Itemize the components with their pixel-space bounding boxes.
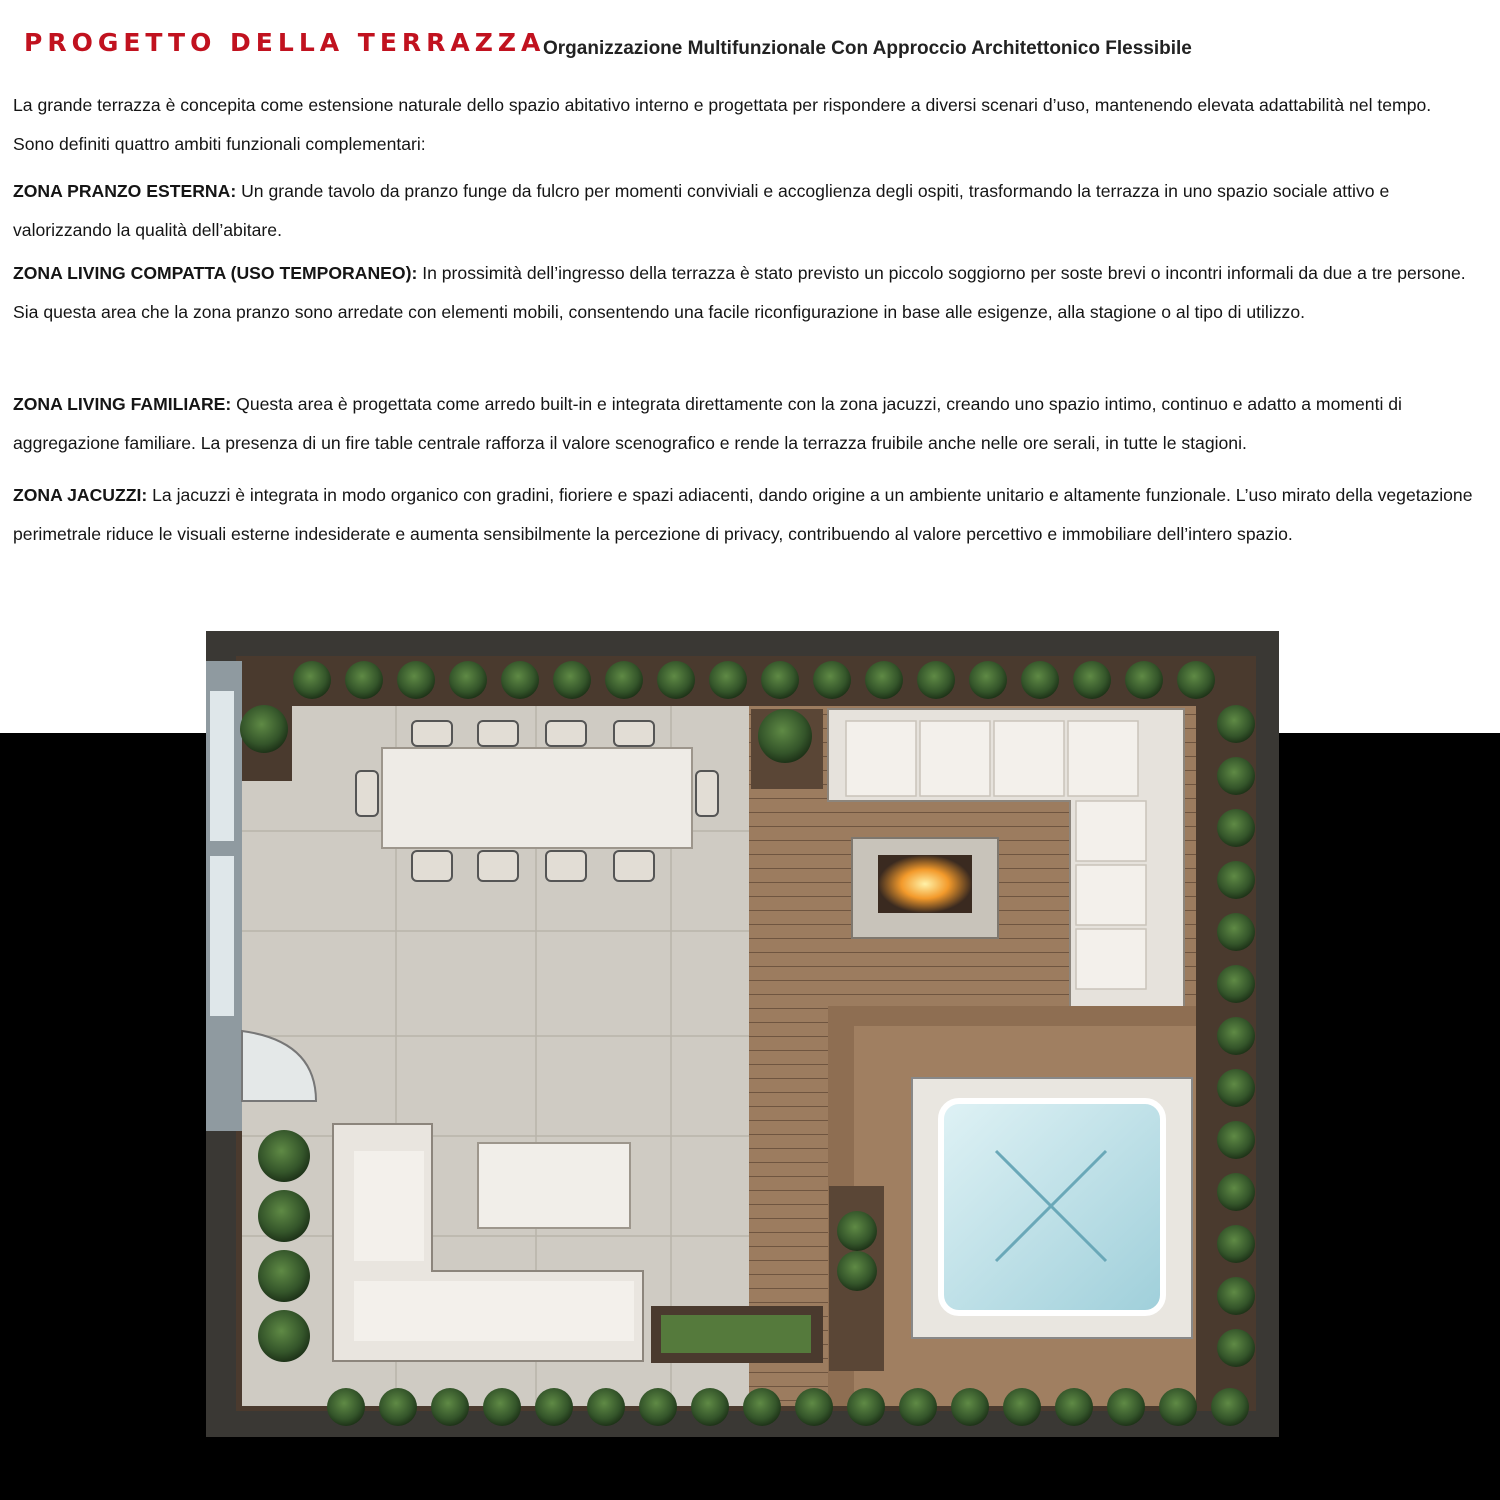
zone-pranzo-paragraph [13, 172, 1475, 249]
zone-living-familiare-paragraph [13, 385, 1475, 462]
intro-text: La grande terrazza è concepita come estensione naturale dello spazio abitativo interno e progettata per rispondere a diversi scenari d’uso, mantenendo elevata adattabilità nel tempo. Sono definiti quattro ambiti funzionali complementari: [13, 95, 1432, 154]
page-header [24, 28, 1484, 68]
dining-table [382, 748, 692, 848]
coffee-table [478, 1143, 630, 1228]
intro-paragraph [13, 86, 1475, 163]
zone-heading: ZONA PRANZO ESTERNA: [13, 181, 237, 201]
zone-heading: ZONA JACUZZI: [13, 485, 148, 505]
page-title: PROGETTO DELLA TERRAZZA [24, 28, 546, 57]
zone-text: Questa area è progettata come arredo built-in e integrata direttamente con la zona jacuzzi, creando uno spazio intimo, continuo e adatto a momenti di aggregazione familiare. La presenza di un fire table centrale rafforza il valore scenografico e rende la terrazza fruibile anche nelle ore serali, in tutte le stagioni. [13, 394, 1402, 453]
zone-heading: ZONA LIVING COMPATTA (USO TEMPORANEO): [13, 263, 418, 283]
zone-text: In prossimità dell’ingresso della terrazza è stato previsto un piccolo soggiorno per soste brevi o incontri informali da due a tre persone. Sia questa area che la zona pranzo sono arredate con elementi mobili, consentendo una facile riconfigurazione in base alle esigenze, alla stagione o al tipo di utilizzo. [13, 263, 1466, 322]
zone-text: La jacuzzi è integrata in modo organico con gradini, fioriere e spazi adiacenti, dando origine a un ambiente unitario e altamente funzionale. L’uso mirato della vegetazione perimetrale riduce le visuali esterne indesiderate e aumenta sensibilmente la percezione di privacy, contribuendo al valore percettivo e immobiliare dell’intero spazio. [13, 485, 1473, 544]
zone-jacuzzi-paragraph [13, 476, 1475, 553]
zone-text: Un grande tavolo da pranzo funge da fulcro per momenti conviviali e accoglienza degli ospiti, trasformando la terrazza in uno spazio sociale attivo e valorizzando la qualità dell’abitare. [13, 181, 1390, 240]
zone-heading: ZONA LIVING FAMILIARE: [13, 394, 232, 414]
zone-living-compatta-paragraph [13, 254, 1475, 331]
page-subtitle: Organizzazione Multifunzionale Con Approccio Architettonico Flessibile [543, 38, 1192, 59]
terrace-plan-image [206, 631, 1279, 1437]
